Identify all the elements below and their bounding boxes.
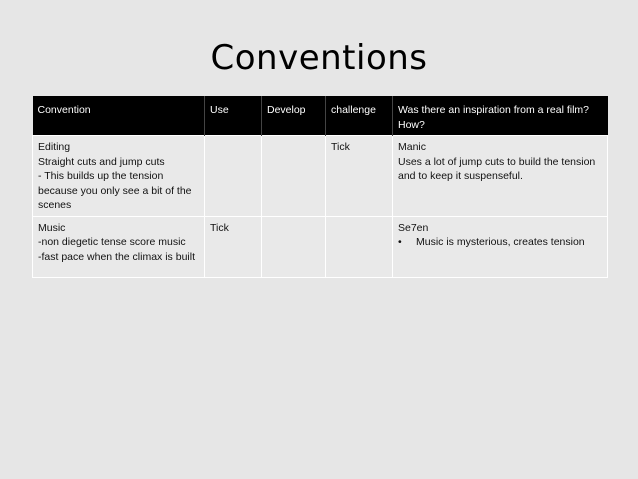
convention-name: Music	[38, 221, 66, 234]
inspiration-film: Se7en	[398, 221, 429, 234]
bullet-marker: •	[398, 236, 402, 248]
table-row	[33, 216, 608, 277]
cell-develop	[262, 216, 326, 277]
slide-title: Conventions	[210, 38, 428, 78]
table-row	[33, 136, 608, 217]
convention-detail: Straight cuts and jump cuts	[38, 155, 165, 168]
conventions-table	[32, 96, 608, 278]
inspiration-text: Uses a lot of jump cuts to build the tension and to keep it suspenseful.	[398, 155, 596, 182]
header-challenge: challenge	[326, 96, 393, 136]
convention-detail: - This builds up the tension because you only see a bit of the scenes	[38, 170, 192, 211]
inspiration-film: Manic	[398, 141, 427, 153]
cell-develop	[262, 136, 326, 217]
cell-convention	[33, 136, 205, 217]
convention-detail: -fast pace when the climax is built	[38, 250, 195, 263]
cell-use	[205, 136, 262, 217]
inspiration-bullet-item	[398, 235, 602, 250]
convention-detail: -non diegetic tense score music	[38, 236, 186, 248]
table-header-row	[33, 96, 608, 136]
header-develop: Develop	[262, 96, 326, 136]
inspiration-bullet-text: Music is mysterious, creates tension	[416, 236, 585, 248]
cell-inspiration	[393, 136, 608, 217]
cell-inspiration	[393, 216, 608, 277]
cell-convention	[33, 216, 205, 277]
header-inspiration: Was there an inspiration from a real film? How?	[393, 96, 608, 136]
cell-challenge: Tick	[326, 136, 393, 217]
cell-challenge	[326, 216, 393, 277]
convention-name: Editing	[38, 141, 71, 153]
header-use: Use	[205, 96, 262, 136]
header-convention: Convention	[33, 96, 205, 136]
cell-use: Tick	[205, 216, 262, 277]
